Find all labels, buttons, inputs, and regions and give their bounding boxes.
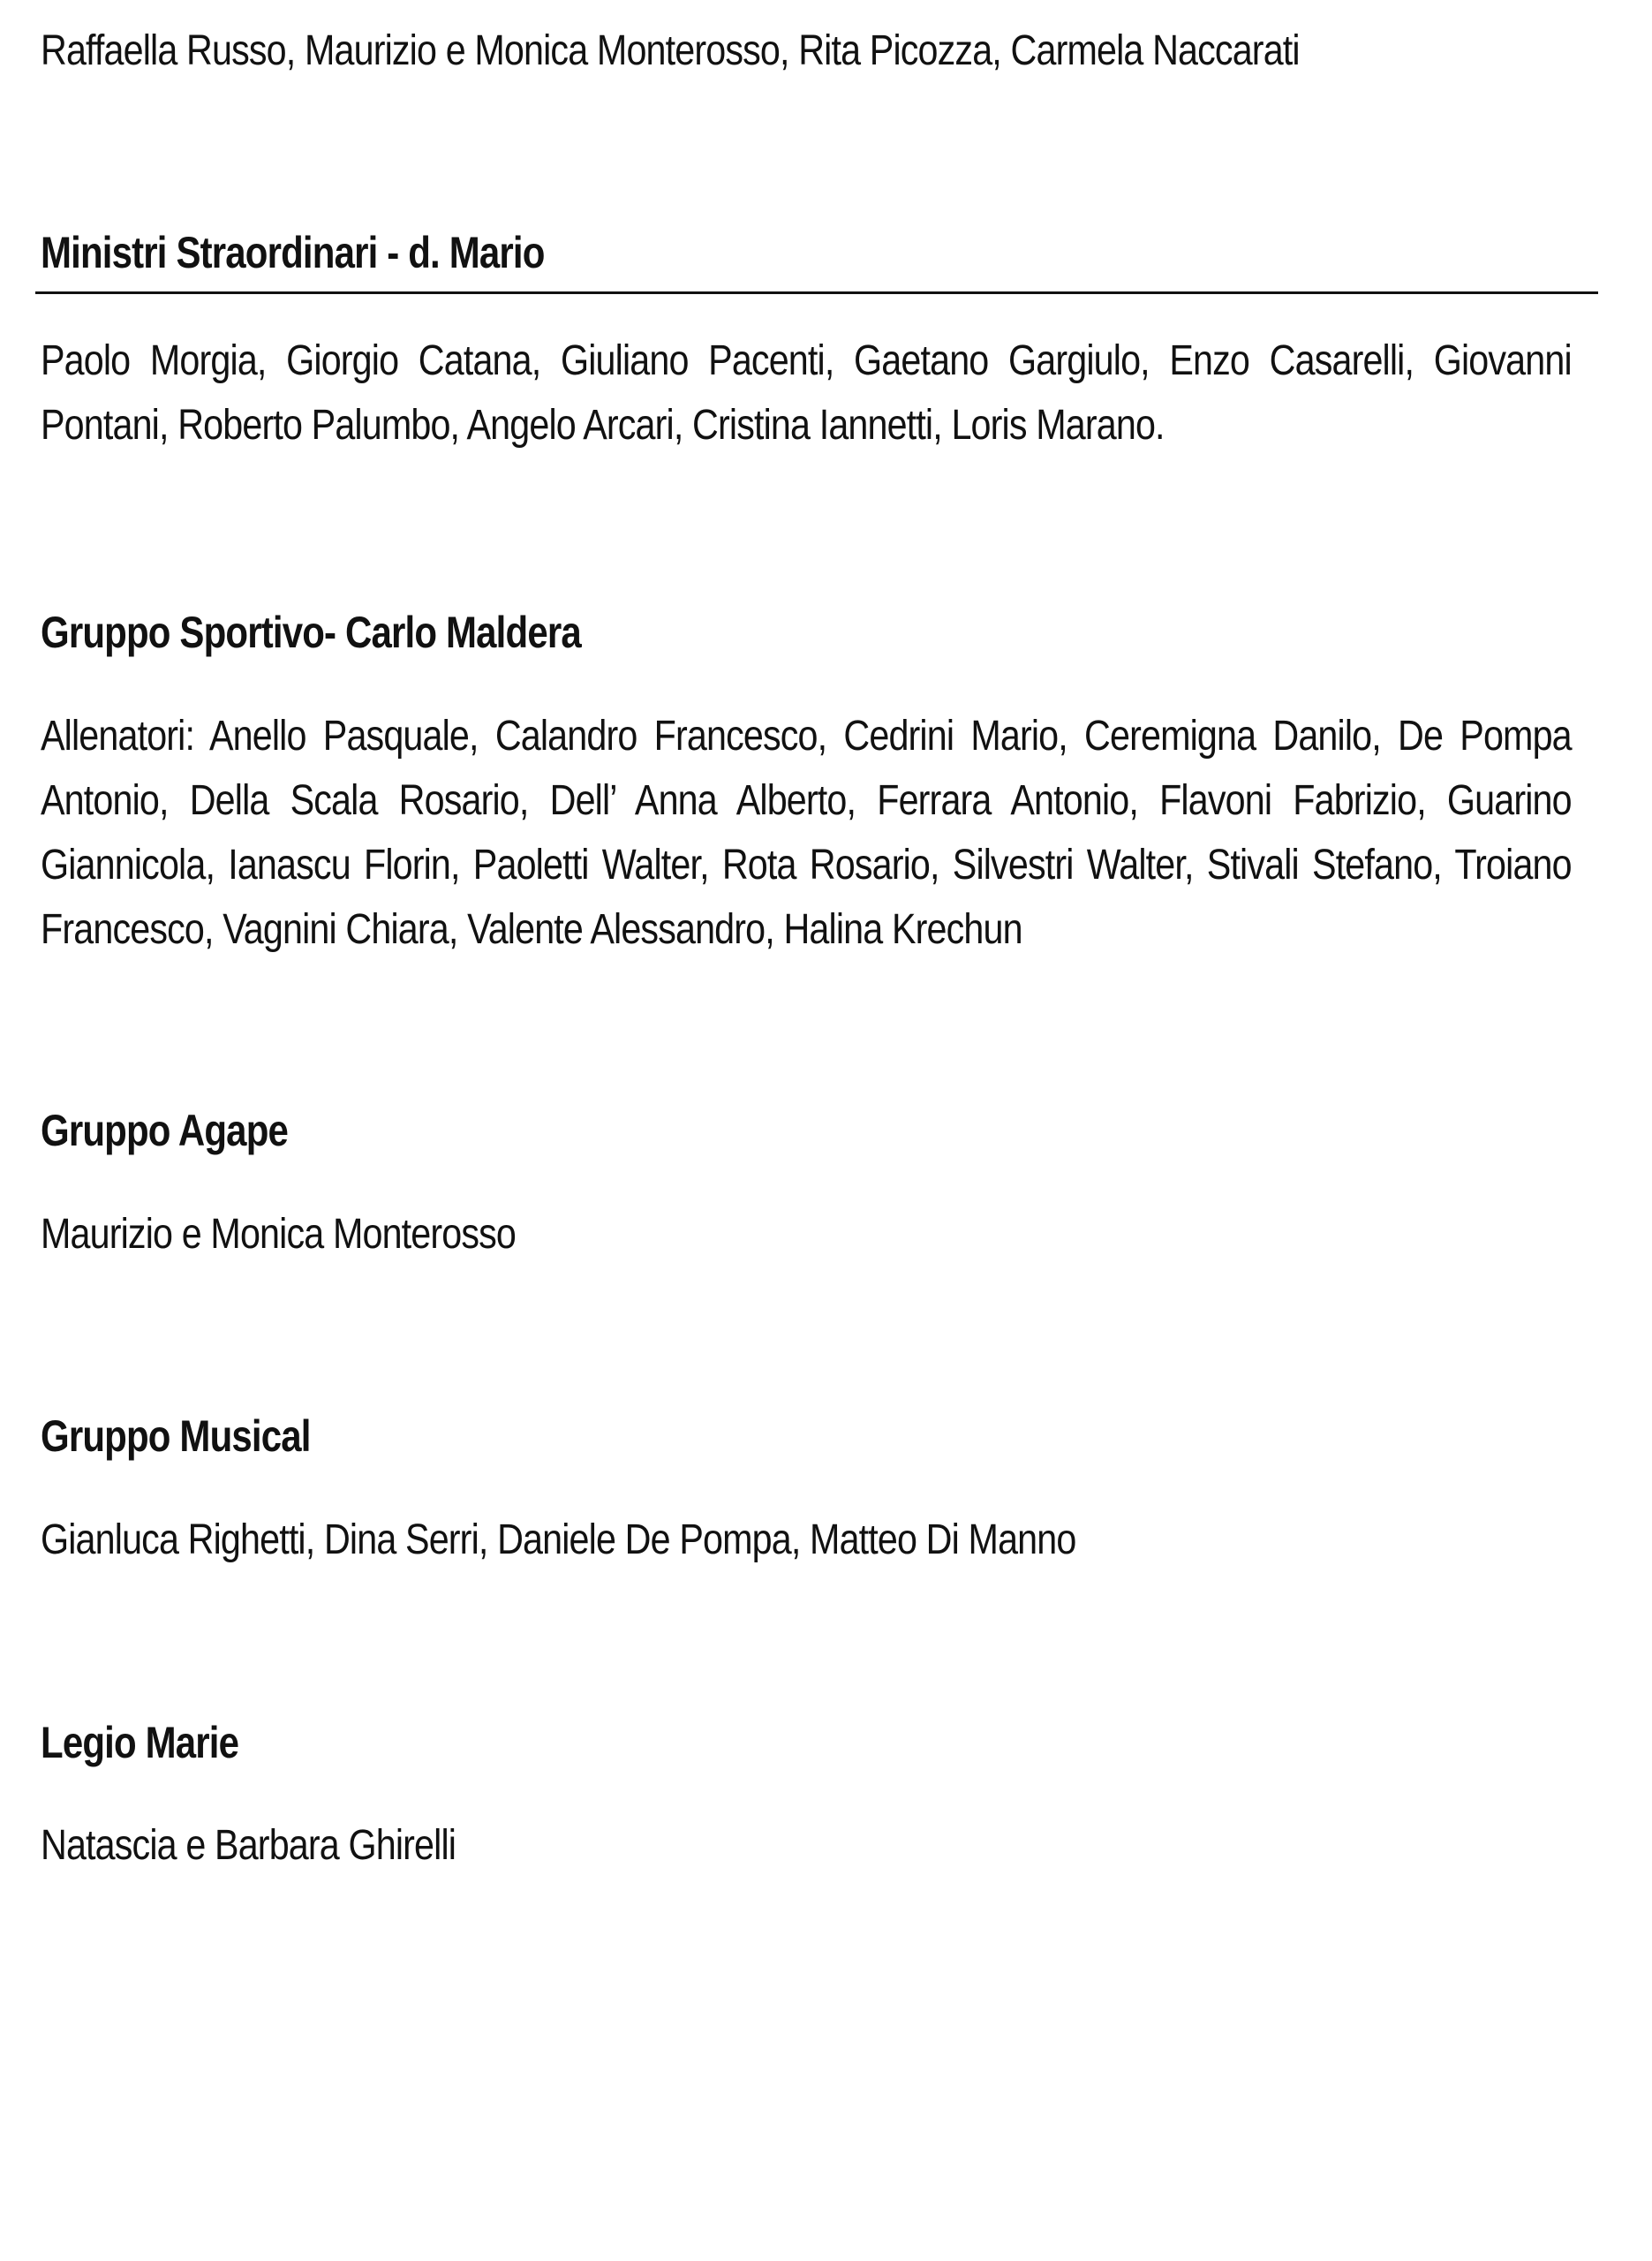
section-heading-gruppo-sportivo: Gruppo Sportivo- Carlo Maldera	[41, 608, 581, 657]
intro-names-line: Raffaella Russo, Maurizio e Monica Monterosso, Rita Picozza, Carmela Naccarati	[41, 27, 1300, 74]
section-heading-ministri: Ministri Straordinari - d. Mario	[41, 228, 545, 277]
section-heading-gruppo-agape: Gruppo Agape	[41, 1106, 289, 1155]
section-body-legio-marie: Natascia e Barbara Ghirelli	[41, 1822, 456, 1869]
section-body-gruppo-agape: Maurizio e Monica Monterosso	[41, 1211, 517, 1258]
heading-underline-divider	[35, 291, 1598, 294]
section-heading-gruppo-musical: Gruppo Musical	[41, 1411, 311, 1461]
section-body-ministri: Paolo Morgia, Giorgio Catana, Giuliano Pacenti, Gaetano Gargiulo, Enzo Casarelli, Giovanni Pontani, Roberto Palumbo, Angelo Arcari, Cristina Iannetti, Loris Marano.	[41, 337, 1572, 449]
section-body-gruppo-sportivo: Allenatori: Anello Pasquale, Calandro Francesco, Cedrini Mario, Ceremigna Danilo, De Pompa Antonio, Della Scala Rosario, Dell’ Anna Alberto, Ferrara Antonio, Flavoni Fabrizio, Guarino Giannicola, Ianascu Florin, Paoletti Walter, Rota Rosario, Silvestri Walter, Stivali Stefano, Troiano Francesco, Vagnini Chiara, Valente Alessandro, Halina Krechun	[41, 713, 1572, 953]
section-body-gruppo-musical: Gianluca Righetti, Dina Serri, Daniele De Pompa, Matteo Di Manno	[41, 1516, 1076, 1563]
section-heading-legio-marie: Legio Marie	[41, 1718, 239, 1767]
